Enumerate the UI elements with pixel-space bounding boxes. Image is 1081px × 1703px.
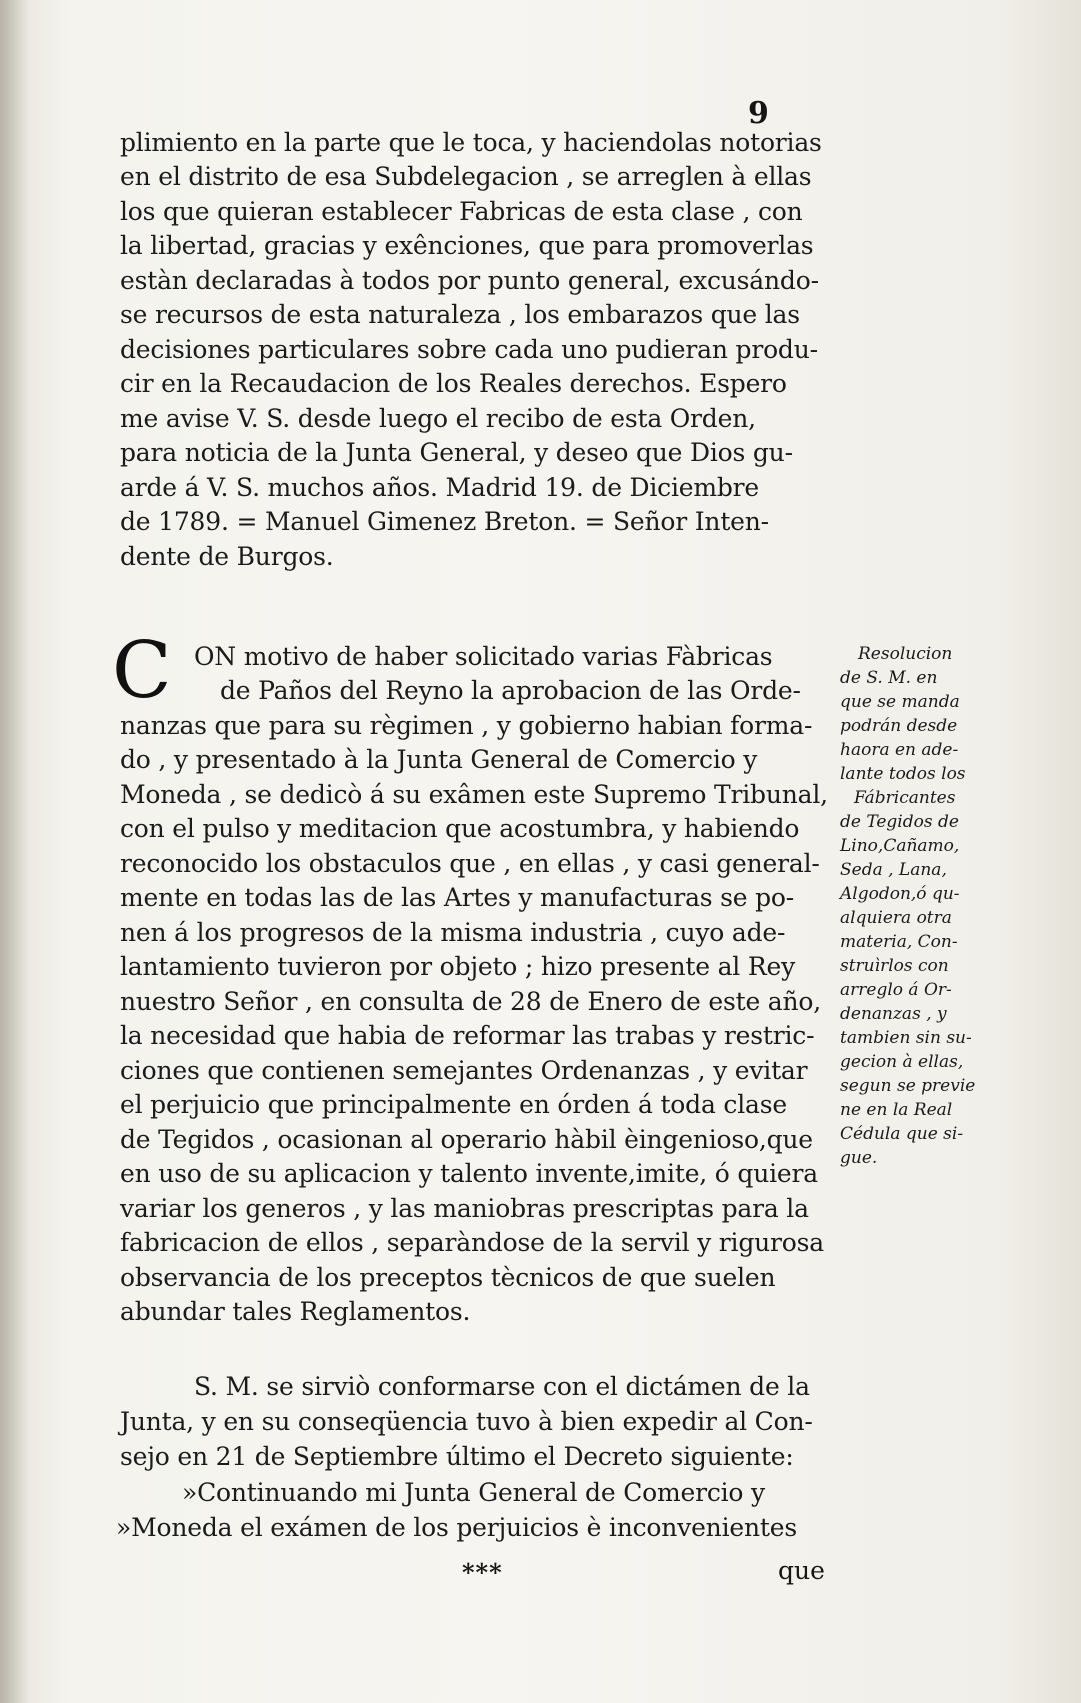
margin-note-line: Algodon,ó qu- xyxy=(840,884,960,904)
text-line: nen á los progresos de la misma industria , cuyo ade- xyxy=(120,918,786,947)
signature-mark: *** xyxy=(462,1558,503,1587)
margin-note-line: Seda , Lana, xyxy=(840,860,947,880)
text-line: »Moneda el exámen de los perjuicios è inconvenientes xyxy=(116,1513,797,1542)
text-line: decisiones particulares sobre cada uno pudieran produ- xyxy=(120,335,818,364)
margin-note-line: Fábricantes xyxy=(854,788,956,808)
text-line: ciones que contienen semejantes Ordenanzas , y evitar xyxy=(120,1056,808,1085)
text-line: el perjuicio que principalmente en órden á toda clase xyxy=(120,1090,787,1119)
margin-note-line: ne en la Real xyxy=(840,1100,953,1120)
text-line: estàn declaradas à todos por punto general, excusándo- xyxy=(120,266,819,295)
text-line: variar los generos , y las maniobras prescriptas para la xyxy=(120,1194,809,1223)
text-line: de 1789. = Manuel Gimenez Breton. = Señor Inten- xyxy=(120,507,769,536)
margin-note-line: de Tegidos de xyxy=(840,812,959,832)
text-line: en uso de su aplicacion y talento invente,imite, ó quiera xyxy=(120,1159,818,1188)
text-line: cir en la Recaudacion de los Reales derechos. Espero xyxy=(120,369,787,398)
text-line: Moneda , se dedicò á su exâmen este Supremo Tribunal, xyxy=(120,780,828,809)
text-line: la libertad, gracias y exênciones, que para promoverlas xyxy=(120,231,814,260)
text-line: de Tegidos , ocasionan al operario hàbil èingenioso,que xyxy=(120,1125,813,1154)
text-line: plimiento en la parte que le toca, y haciendolas notorias xyxy=(120,128,822,157)
text-line: los que quieran establecer Fabricas de esta clase , con xyxy=(120,197,803,226)
text-line: lantamiento tuvieron por objeto ; hizo presente al Rey xyxy=(120,952,795,981)
margin-note-line: Resolucion xyxy=(858,644,953,664)
text-line: se recursos de esta naturaleza , los embarazos que las xyxy=(120,300,800,329)
margin-note-line: podrán desde xyxy=(840,716,958,736)
margin-note-line: Cédula que si- xyxy=(840,1124,964,1144)
text-line: en el distrito de esa Subdelegacion , se arreglen à ellas xyxy=(120,162,812,191)
margin-note-line: alquiera otra xyxy=(840,908,952,928)
margin-note-line: Lino,Cañamo, xyxy=(840,836,960,856)
text-line: de Paños del Reyno la aprobacion de las Orde- xyxy=(220,676,801,705)
text-line: S. M. se sirviò conformarse con el dictámen de la xyxy=(194,1372,810,1401)
margin-note-line: denanzas , y xyxy=(840,1004,947,1024)
page-number: 9 xyxy=(748,96,769,131)
margin-note-line: gue. xyxy=(840,1148,878,1168)
text-line: me avise V. S. desde luego el recibo de esta Orden, xyxy=(120,404,756,433)
margin-note-line: gecion à ellas, xyxy=(840,1052,964,1072)
text-line: fabricacion de ellos , separàndose de la servil y rigurosa xyxy=(120,1228,824,1257)
text-line: reconocido los obstaculos que , en ellas , y casi general- xyxy=(120,849,820,878)
margin-note-line: que se manda xyxy=(840,692,960,712)
text-line: dente de Burgos. xyxy=(120,542,334,571)
text-line: »Continuando mi Junta General de Comercio y xyxy=(182,1478,765,1507)
text-line: la necesidad que habia de reformar las trabas y restric- xyxy=(120,1021,815,1050)
catchword: que xyxy=(778,1556,825,1585)
margin-note-line: materia, Con- xyxy=(840,932,958,952)
binding-shadow xyxy=(0,0,30,1703)
margin-note-line: tambien sin su- xyxy=(840,1028,972,1048)
text-line: observancia de los preceptos tècnicos de que suelen xyxy=(120,1263,776,1292)
text-line: abundar tales Reglamentos. xyxy=(120,1297,471,1326)
text-line: nuestro Señor , en consulta de 28 de Enero de este año, xyxy=(120,987,822,1016)
text-line: sejo en 21 de Septiembre último el Decreto siguiente: xyxy=(120,1442,794,1471)
text-line: ON motivo de haber solicitado varias Fàbricas xyxy=(194,642,773,671)
text-line: para noticia de la Junta General, y deseo que Dios gu- xyxy=(120,438,793,467)
text-line: do , y presentado à la Junta General de Comercio y xyxy=(120,745,758,774)
text-line: nanzas que para su règimen , y gobierno habian forma- xyxy=(120,711,813,740)
margin-note-line: arreglo á Or- xyxy=(840,980,952,1000)
text-line: Junta, y en su conseqüencia tuvo à bien expedir al Con- xyxy=(120,1407,813,1436)
margin-note-line: de S. M. en xyxy=(840,668,938,688)
margin-note-line: lante todos los xyxy=(840,764,966,784)
text-line: mente en todas las de las Artes y manufacturas se po- xyxy=(120,883,795,912)
text-line: arde á V. S. muchos años. Madrid 19. de Diciembre xyxy=(120,473,760,502)
text-line: con el pulso y meditacion que acostumbra, y habiendo xyxy=(120,814,800,843)
drop-cap: C xyxy=(112,626,172,716)
margin-note-line: segun se previe xyxy=(840,1076,976,1096)
margin-note-line: struìrlos con xyxy=(840,956,949,976)
margin-note-line: haora en ade- xyxy=(840,740,959,760)
